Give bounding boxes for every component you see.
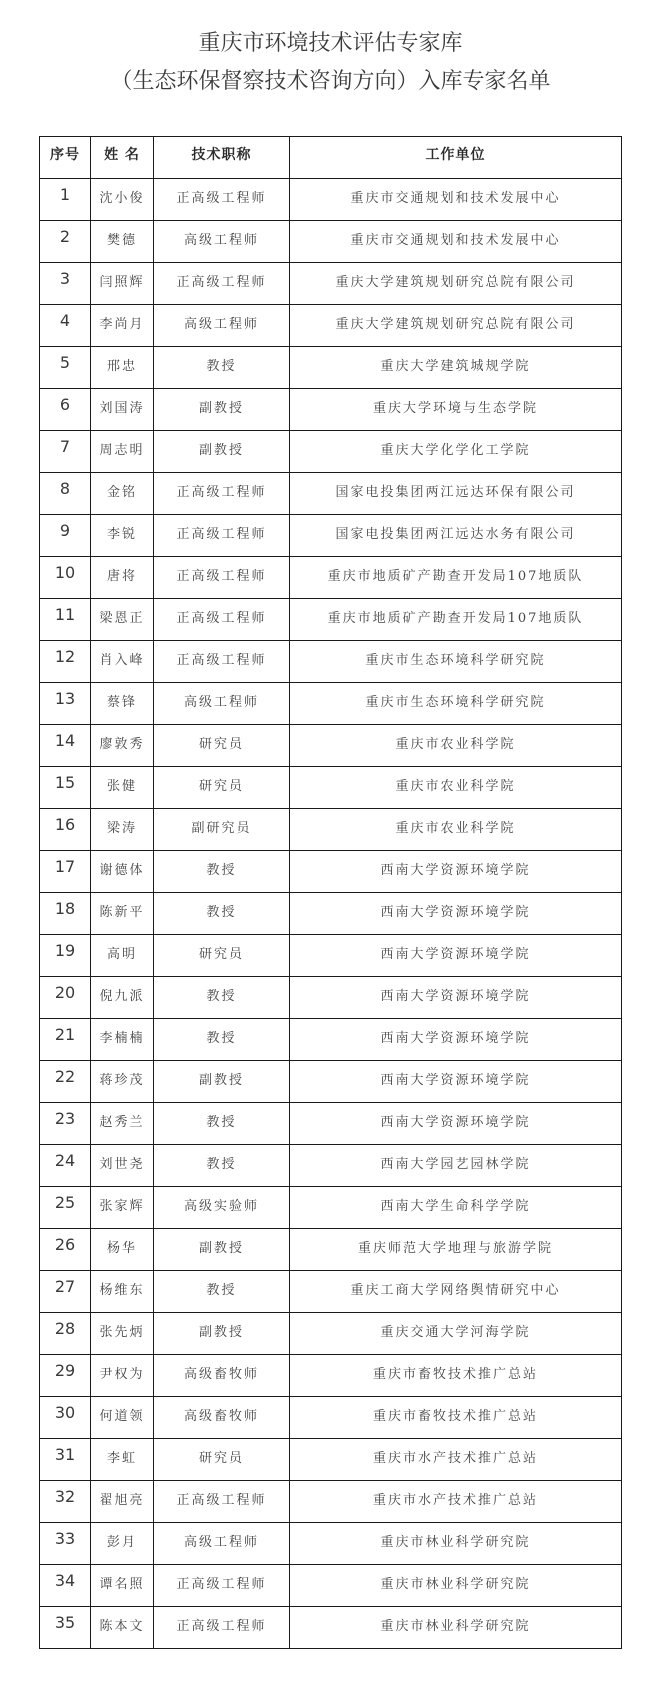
table-row [40,641,622,683]
row-index: 4 [40,305,91,347]
work-unit: 重庆大学建筑规划研究总院有限公司 [290,263,622,305]
row-index: 34 [40,1565,91,1607]
technical-title: 教授 [154,1271,290,1313]
expert-list-table [39,136,622,1649]
table-row [40,1607,622,1649]
technical-title: 高级工程师 [154,1523,290,1565]
expert-name: 蒋珍茂 [91,1061,154,1103]
work-unit: 国家电投集团两江远达水务有限公司 [290,515,622,557]
technical-title: 教授 [154,347,290,389]
expert-name: 廖敦秀 [91,725,154,767]
row-index: 9 [40,515,91,557]
technical-title: 研究员 [154,767,290,809]
table-row [40,473,622,515]
work-unit: 重庆市生态环境科学研究院 [290,683,622,725]
technical-title: 副教授 [154,1313,290,1355]
row-index: 7 [40,431,91,473]
technical-title: 正高级工程师 [154,599,290,641]
work-unit: 重庆市水产技术推广总站 [290,1481,622,1523]
table-row [40,221,622,263]
expert-name: 赵秀兰 [91,1103,154,1145]
work-unit: 重庆工商大学网络舆情研究中心 [290,1271,622,1313]
header-index: 序号 [40,137,91,179]
header-name: 姓 名 [91,137,154,179]
row-index: 17 [40,851,91,893]
table-row [40,935,622,977]
table-row [40,1103,622,1145]
row-index: 15 [40,767,91,809]
row-index: 3 [40,263,91,305]
expert-name: 樊德 [91,221,154,263]
row-index: 29 [40,1355,91,1397]
row-index: 32 [40,1481,91,1523]
header-org: 工作单位 [290,137,622,179]
row-index: 30 [40,1397,91,1439]
technical-title: 研究员 [154,935,290,977]
expert-name: 倪九派 [91,977,154,1019]
work-unit: 重庆市畜牧技术推广总站 [290,1397,622,1439]
technical-title: 副教授 [154,431,290,473]
work-unit: 重庆大学环境与生态学院 [290,389,622,431]
work-unit: 重庆市农业科学院 [290,725,622,767]
expert-name: 张健 [91,767,154,809]
technical-title: 教授 [154,893,290,935]
expert-name: 尹权为 [91,1355,154,1397]
row-index: 35 [40,1607,91,1649]
technical-title: 教授 [154,1103,290,1145]
row-index: 2 [40,221,91,263]
expert-name: 翟旭亮 [91,1481,154,1523]
table-row [40,305,622,347]
expert-name: 闫照辉 [91,263,154,305]
table-row [40,767,622,809]
row-index: 22 [40,1061,91,1103]
table-row [40,263,622,305]
expert-name: 邢忠 [91,347,154,389]
work-unit: 重庆市畜牧技术推广总站 [290,1355,622,1397]
expert-name: 杨维东 [91,1271,154,1313]
expert-name: 刘国涛 [91,389,154,431]
row-index: 27 [40,1271,91,1313]
technical-title: 副教授 [154,389,290,431]
technical-title: 正高级工程师 [154,263,290,305]
expert-name: 梁恩正 [91,599,154,641]
expert-name: 李尚月 [91,305,154,347]
technical-title: 副教授 [154,1061,290,1103]
row-index: 26 [40,1229,91,1271]
table-row [40,179,622,221]
row-index: 5 [40,347,91,389]
table-row [40,1523,622,1565]
table-row [40,347,622,389]
work-unit: 重庆大学化学化工学院 [290,431,622,473]
expert-name: 何道领 [91,1397,154,1439]
work-unit: 重庆市农业科学院 [290,767,622,809]
row-index: 1 [40,179,91,221]
work-unit: 西南大学资源环境学院 [290,1061,622,1103]
work-unit: 重庆大学建筑规划研究总院有限公司 [290,305,622,347]
work-unit: 重庆市林业科学研究院 [290,1565,622,1607]
table-row [40,389,622,431]
expert-name: 杨华 [91,1229,154,1271]
expert-name: 金铭 [91,473,154,515]
work-unit: 重庆大学建筑城规学院 [290,347,622,389]
technical-title: 教授 [154,851,290,893]
table-row [40,1271,622,1313]
work-unit: 重庆市农业科学院 [290,809,622,851]
row-index: 6 [40,389,91,431]
document-title-line-1: 重庆市环境技术评估专家库 [198,31,463,56]
table-row [40,1019,622,1061]
work-unit: 国家电投集团两江远达环保有限公司 [290,473,622,515]
row-index: 12 [40,641,91,683]
work-unit: 重庆市交通规划和技术发展中心 [290,179,622,221]
row-index: 13 [40,683,91,725]
row-index: 28 [40,1313,91,1355]
expert-name: 刘世尧 [91,1145,154,1187]
work-unit: 西南大学资源环境学院 [290,935,622,977]
work-unit: 重庆交通大学河海学院 [290,1313,622,1355]
technical-title: 高级工程师 [154,683,290,725]
table-row [40,1397,622,1439]
technical-title: 正高级工程师 [154,1481,290,1523]
technical-title: 高级畜牧师 [154,1397,290,1439]
table-row [40,1355,622,1397]
work-unit: 重庆市生态环境科学研究院 [290,641,622,683]
expert-name: 高明 [91,935,154,977]
work-unit: 重庆市交通规划和技术发展中心 [290,221,622,263]
table-row [40,683,622,725]
row-index: 18 [40,893,91,935]
work-unit: 重庆市林业科学研究院 [290,1607,622,1649]
expert-name: 唐将 [91,557,154,599]
expert-name: 彭月 [91,1523,154,1565]
expert-name: 李楠楠 [91,1019,154,1061]
expert-name: 蔡锋 [91,683,154,725]
row-index: 19 [40,935,91,977]
expert-name: 陈本文 [91,1607,154,1649]
work-unit: 重庆市林业科学研究院 [290,1523,622,1565]
expert-name: 周志明 [91,431,154,473]
technical-title: 正高级工程师 [154,1607,290,1649]
technical-title: 正高级工程师 [154,1565,290,1607]
technical-title: 高级畜牧师 [154,1355,290,1397]
work-unit: 西南大学园艺园林学院 [290,1145,622,1187]
table-row [40,1145,622,1187]
table-row [40,431,622,473]
table-row [40,1061,622,1103]
expert-name: 陈新平 [91,893,154,935]
technical-title: 教授 [154,1019,290,1061]
technical-title: 正高级工程师 [154,641,290,683]
row-index: 24 [40,1145,91,1187]
table-row [40,557,622,599]
row-index: 11 [40,599,91,641]
row-index: 33 [40,1523,91,1565]
expert-name: 沈小俊 [91,179,154,221]
technical-title: 副教授 [154,1229,290,1271]
table-row [40,1481,622,1523]
row-index: 21 [40,1019,91,1061]
work-unit: 重庆师范大学地理与旅游学院 [290,1229,622,1271]
technical-title: 副研究员 [154,809,290,851]
technical-title: 研究员 [154,1439,290,1481]
expert-name: 谢德体 [91,851,154,893]
header-title: 技术职称 [154,137,290,179]
table-row [40,1565,622,1607]
row-index: 23 [40,1103,91,1145]
technical-title: 研究员 [154,725,290,767]
table-row [40,851,622,893]
work-unit: 西南大学资源环境学院 [290,1019,622,1061]
table-row [40,1439,622,1481]
expert-name: 李锐 [91,515,154,557]
table-row [40,893,622,935]
work-unit: 重庆市地质矿产勘查开发局107地质队 [290,557,622,599]
work-unit: 重庆市地质矿产勘查开发局107地质队 [290,599,622,641]
work-unit: 西南大学资源环境学院 [290,1103,622,1145]
row-index: 20 [40,977,91,1019]
technical-title: 教授 [154,1145,290,1187]
table-header-row [40,137,622,179]
table-body [40,179,622,1649]
expert-name: 张先炳 [91,1313,154,1355]
technical-title: 高级工程师 [154,305,290,347]
expert-name: 梁涛 [91,809,154,851]
table-row [40,1313,622,1355]
table-row [40,599,622,641]
expert-name: 谭名照 [91,1565,154,1607]
technical-title: 正高级工程师 [154,557,290,599]
technical-title: 高级工程师 [154,221,290,263]
document-title-line-2: （生态环保督察技术咨询方向）入库专家名单 [110,69,551,94]
technical-title: 高级实验师 [154,1187,290,1229]
technical-title: 正高级工程师 [154,515,290,557]
row-index: 10 [40,557,91,599]
expert-name: 李虹 [91,1439,154,1481]
row-index: 8 [40,473,91,515]
row-index: 16 [40,809,91,851]
work-unit: 西南大学资源环境学院 [290,851,622,893]
work-unit: 西南大学资源环境学院 [290,977,622,1019]
technical-title: 正高级工程师 [154,473,290,515]
row-index: 31 [40,1439,91,1481]
table-row [40,809,622,851]
table-row [40,725,622,767]
row-index: 14 [40,725,91,767]
work-unit: 西南大学生命科学学院 [290,1187,622,1229]
work-unit: 重庆市水产技术推广总站 [290,1439,622,1481]
row-index: 25 [40,1187,91,1229]
table-row [40,1187,622,1229]
expert-name: 肖入峰 [91,641,154,683]
technical-title: 教授 [154,977,290,1019]
technical-title: 正高级工程师 [154,179,290,221]
work-unit: 西南大学资源环境学院 [290,893,622,935]
table-row [40,977,622,1019]
table-row [40,1229,622,1271]
expert-name: 张家辉 [91,1187,154,1229]
table-row [40,515,622,557]
